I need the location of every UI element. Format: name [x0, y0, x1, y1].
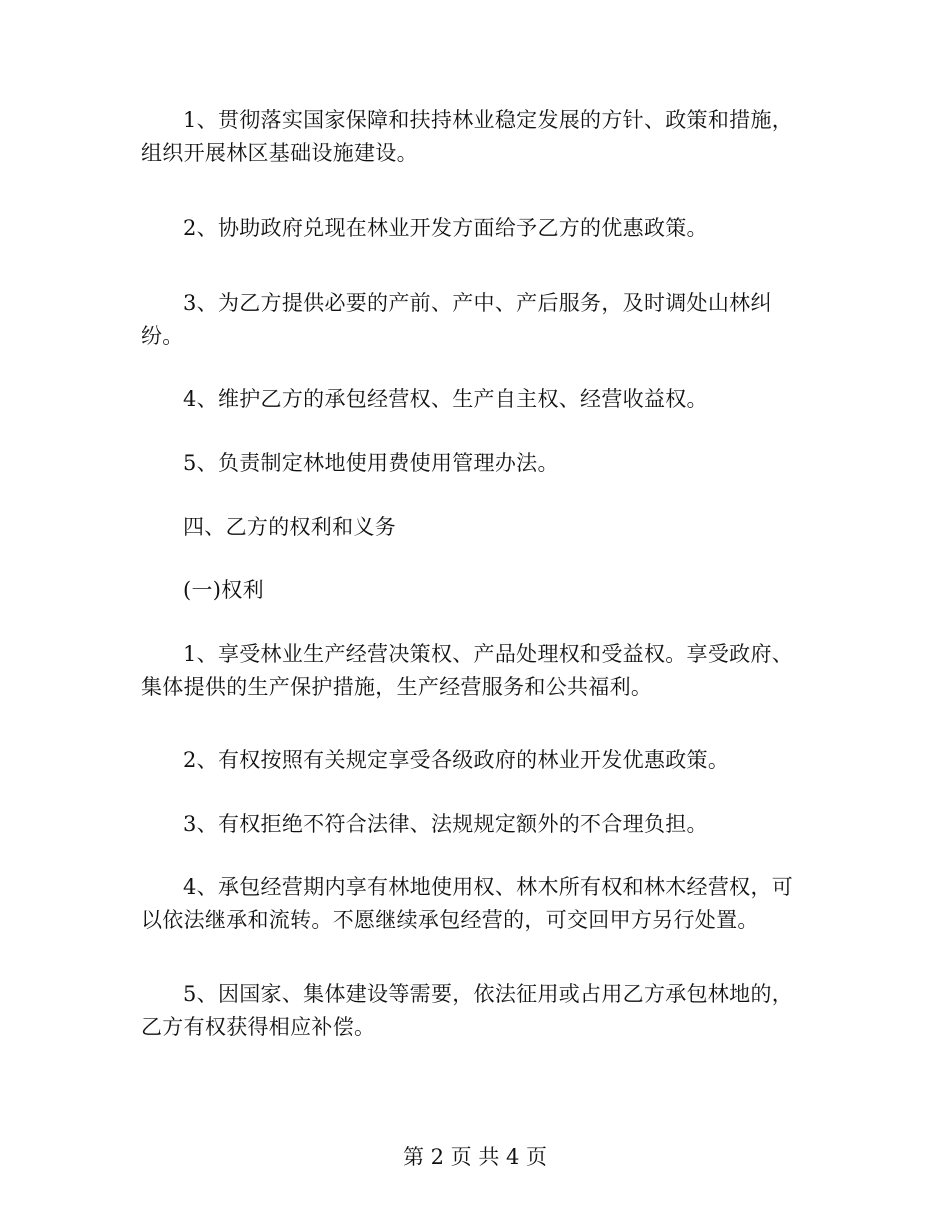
- section-heading: 四、乙方的权利和义务: [183, 515, 396, 539]
- paragraph-obligation-1: 1、贯彻落实国家保障和扶持林业稳定发展的方针、政策和措施，组织开展林区基础设施建设。: [141, 108, 794, 165]
- paragraph-obligation-2: 2、协助政府兑现在林业开发方面给予乙方的优惠政策。: [183, 216, 708, 240]
- subsection-heading: (一)权利: [183, 578, 264, 602]
- paragraph-obligation-3: 3、为乙方提供必要的产前、产中、产后服务，及时调处山林纠纷。: [141, 291, 772, 348]
- paragraph-obligation-5: 5、负责制定林地使用费使用管理办法。: [183, 451, 559, 475]
- paragraph-right-2: 2、有权按照有关规定享受各级政府的林业开发优惠政策。: [183, 748, 730, 772]
- page-footer: [0, 1142, 950, 1172]
- paragraph-right-1: 1、享受林业生产经营决策权、产品处理权和受益权。享受政府、集体提供的生产保护措施，生产经营服务和公共福利。: [141, 642, 794, 699]
- paragraph-right-4: 4、承包经营期内享有林地使用权、林木所有权和林木经营权，可以依法继承和流转。不愿继续承包经营的，可交回甲方另行处置。: [141, 875, 794, 932]
- paragraph-right-3: 3、有权拒绝不符合法律、法规规定额外的不合理负担。: [183, 812, 708, 836]
- paragraph-right-5: 5、因国家、集体建设等需要，依法征用或占用乙方承包林地的，乙方有权获得相应补偿。: [141, 982, 794, 1039]
- page-number-label: 第 2 页 共 4 页: [402, 1145, 548, 1169]
- paragraph-obligation-4: 4、维护乙方的承包经营权、生产自主权、经营收益权。: [183, 387, 708, 411]
